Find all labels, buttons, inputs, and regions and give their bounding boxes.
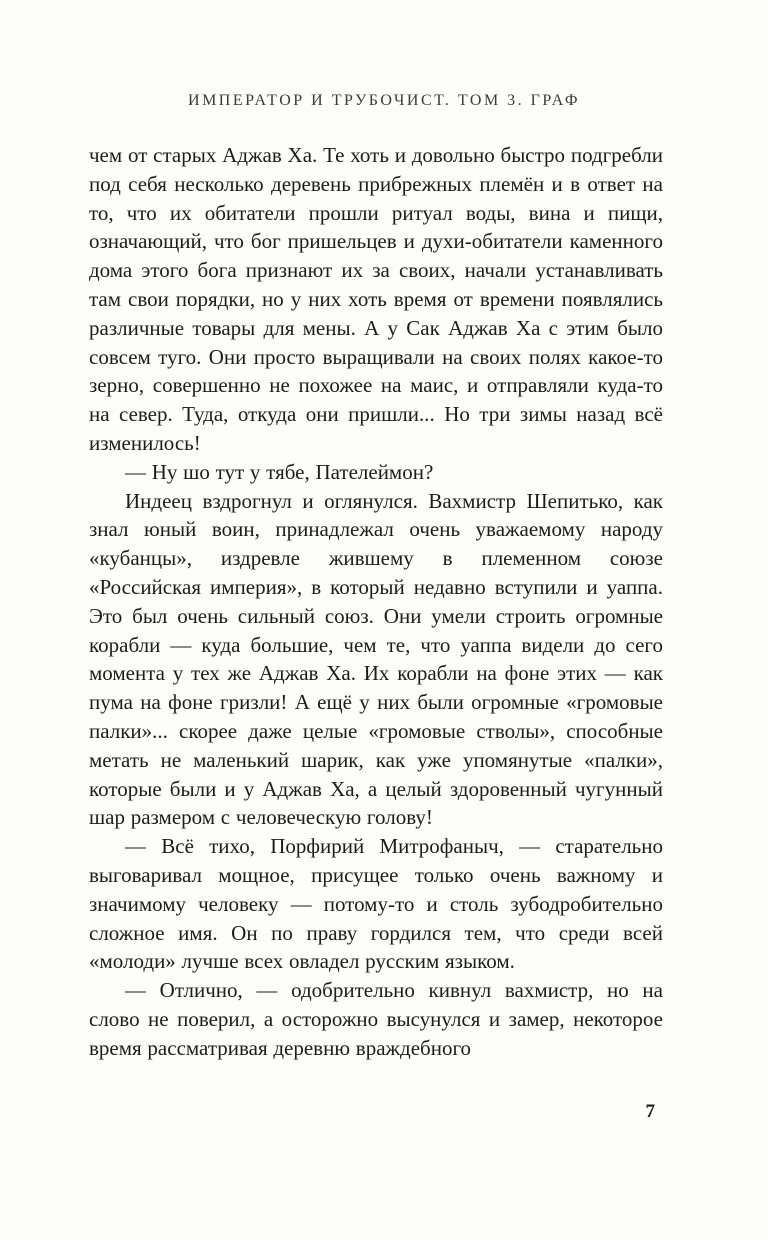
paragraph-dialogue-2: — Всё тихо, Порфирий Митрофаныч, — старательно выговаривал мощное, присущее только очень важному и значимому человеку — потому-то и столь зубодробительно сложное имя. Он по праву гордился тем, что среди всей «молоди» лучше всех овладел русским языком. xyxy=(89,834,663,974)
page-number: 7 xyxy=(645,1101,655,1122)
page-body xyxy=(89,141,663,1063)
running-header: ИМПЕРАТОР И ТРУБОЧИСТ. ТОМ 3. ГРАФ xyxy=(188,92,580,109)
paragraph-dialogue-1: — Ну шо тут у тябе, Пателеймон? xyxy=(125,459,434,484)
paragraph-continuation: чем от старых Аджав Ха. Те хоть и довольно быстро подгребли под себя несколько деревень прибрежных племён и в ответ на то, что их обитатели прошли ритуал воды, вина и пищи, означающий, что бог пришельцев и духи-обитатели каменного дома этого бога признают их за своих, начали устанавливать там свои порядки, но у них хоть время от времени появлялись различные товары для мены. А у Сак Аджав Ха с этим было совсем туго. Они просто выращивали на своих полях какое-то зерно, совершенно не похожее на маис, и отправляли куда-то на север. Туда, откуда они пришли... Но три зимы назад всё изменилось! xyxy=(89,143,663,455)
paragraph-narrative: Индеец вздрогнул и оглянулся. Вахмистр Шепитько, как знал юный воин, принадлежал очень уважаемому народу «кубанцы», издревле жившему в племенном союзе «Российская империя», в который недавно вступили и уаппа. Это был очень сильный союз. Они умели строить огромные корабли — куда большие, чем те, что уаппа видели до сего момента у тех же Аджав Ха. Их корабли на фоне этих — как пума на фоне гризли! А ещё у них были огромные «громовые палки»... скорее даже целые «громовые стволы», способные метать не маленький шарик, как уже упомянутые «палки», которые были и у Аджав Ха, а целый здоровенный чугунный шар размером с человеческую голову! xyxy=(89,488,663,830)
paragraph-dialogue-3: — Отлично, — одобрительно кивнул вахмистр, но на слово не поверил, а осторожно высунулся и замер, некоторое время рассматривая деревню враждебного xyxy=(89,978,663,1060)
